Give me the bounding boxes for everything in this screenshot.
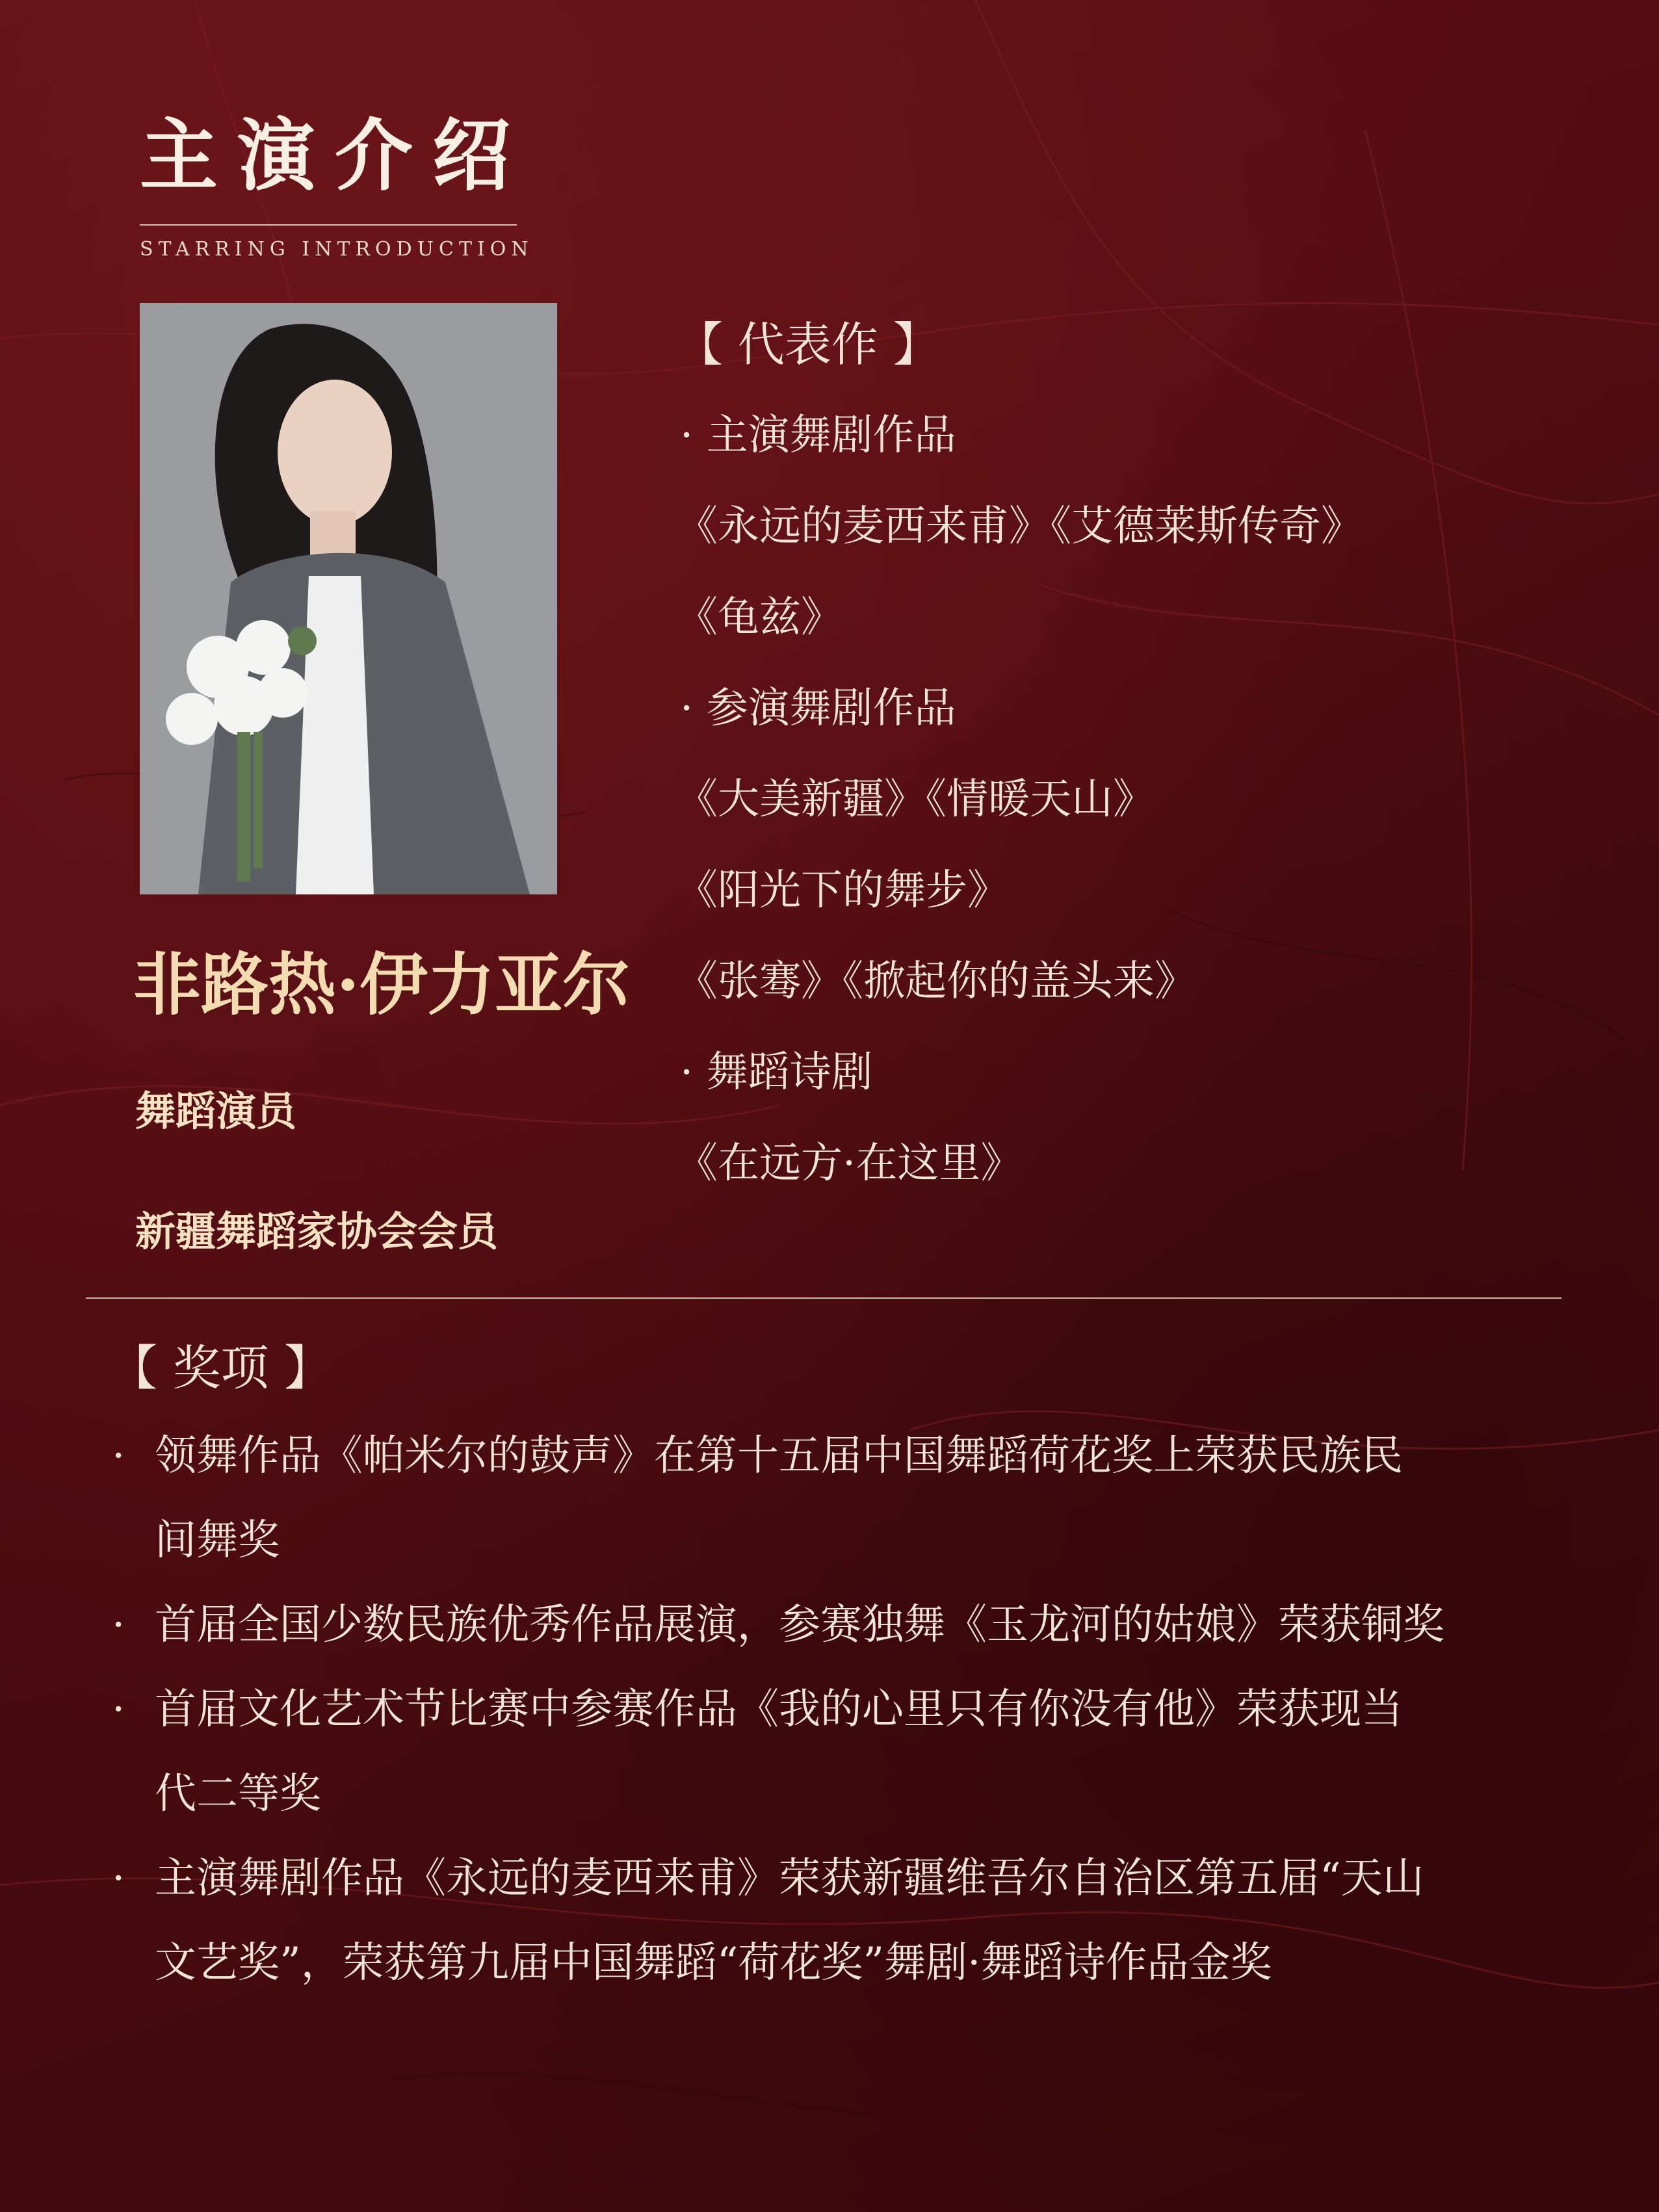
works-header: 【 代表作 】 xyxy=(676,317,940,372)
award-item xyxy=(109,1583,1572,1667)
performer-membership: 新疆舞蹈家协会会员 xyxy=(135,1208,499,1255)
award-text-line: 代二等奖 xyxy=(155,1770,321,1818)
awards-section xyxy=(109,1323,1572,2005)
bullet-dot: · xyxy=(112,1854,125,1903)
representative-works xyxy=(676,299,1521,1209)
bullet-dot: · xyxy=(112,1685,125,1734)
works-title: 《大美新疆》《情暖天山》 xyxy=(676,775,1155,824)
award-text-line: 领舞作品《帕米尔的鼓声》在第十五届中国舞蹈荷花奖上荣获民族民 xyxy=(155,1432,1403,1480)
works-title: 《张骞》《掀起你的盖头来》 xyxy=(676,957,1196,1006)
page-title: 主演介绍 xyxy=(140,110,530,202)
works-category: · 主演舞剧作品 xyxy=(680,411,956,460)
bullet-dot: · xyxy=(112,1601,125,1649)
award-text-line: 间舞奖 xyxy=(155,1516,280,1565)
works-title: 《阳光下的舞步》 xyxy=(676,866,1009,915)
performer-name: 非路热·伊力亚尔 xyxy=(133,944,631,1024)
works-title: 《龟兹》 xyxy=(676,593,843,642)
award-item xyxy=(109,1667,1572,1836)
awards-header: 【 奖项 】 xyxy=(109,1340,333,1396)
award-item xyxy=(109,1414,1572,1583)
award-text-line: 文艺奖”，荣获第九届中国舞蹈“荷花奖”舞剧·舞蹈诗作品金奖 xyxy=(155,1939,1272,1987)
bullet-dot: · xyxy=(112,1432,125,1480)
performer-role: 舞蹈演员 xyxy=(135,1087,297,1135)
works-title: 《在远方·在这里》 xyxy=(676,1139,1023,1188)
section-divider xyxy=(86,1297,1561,1299)
award-item xyxy=(109,1836,1572,2005)
award-text-line: 首届全国少数民族优秀作品展演，参赛独舞《玉龙河的姑娘》荣获铜奖 xyxy=(155,1601,1444,1649)
title-divider xyxy=(140,224,517,226)
performer-portrait xyxy=(140,303,557,894)
award-text-line: 首届文化艺术节比赛中参赛作品《我的心里只有你没有他》荣获现当 xyxy=(155,1685,1403,1734)
award-text-line: 主演舞剧作品《永远的麦西来甫》荣获新疆维吾尔自治区第五届“天山 xyxy=(155,1854,1424,1903)
works-category: · 舞蹈诗剧 xyxy=(680,1048,873,1097)
works-title: 《永远的麦西来甫》《艾德莱斯传奇》 xyxy=(676,502,1363,551)
page-subtitle: STARRING INTRODUCTION xyxy=(140,238,534,261)
works-category: · 参演舞剧作品 xyxy=(680,684,956,733)
